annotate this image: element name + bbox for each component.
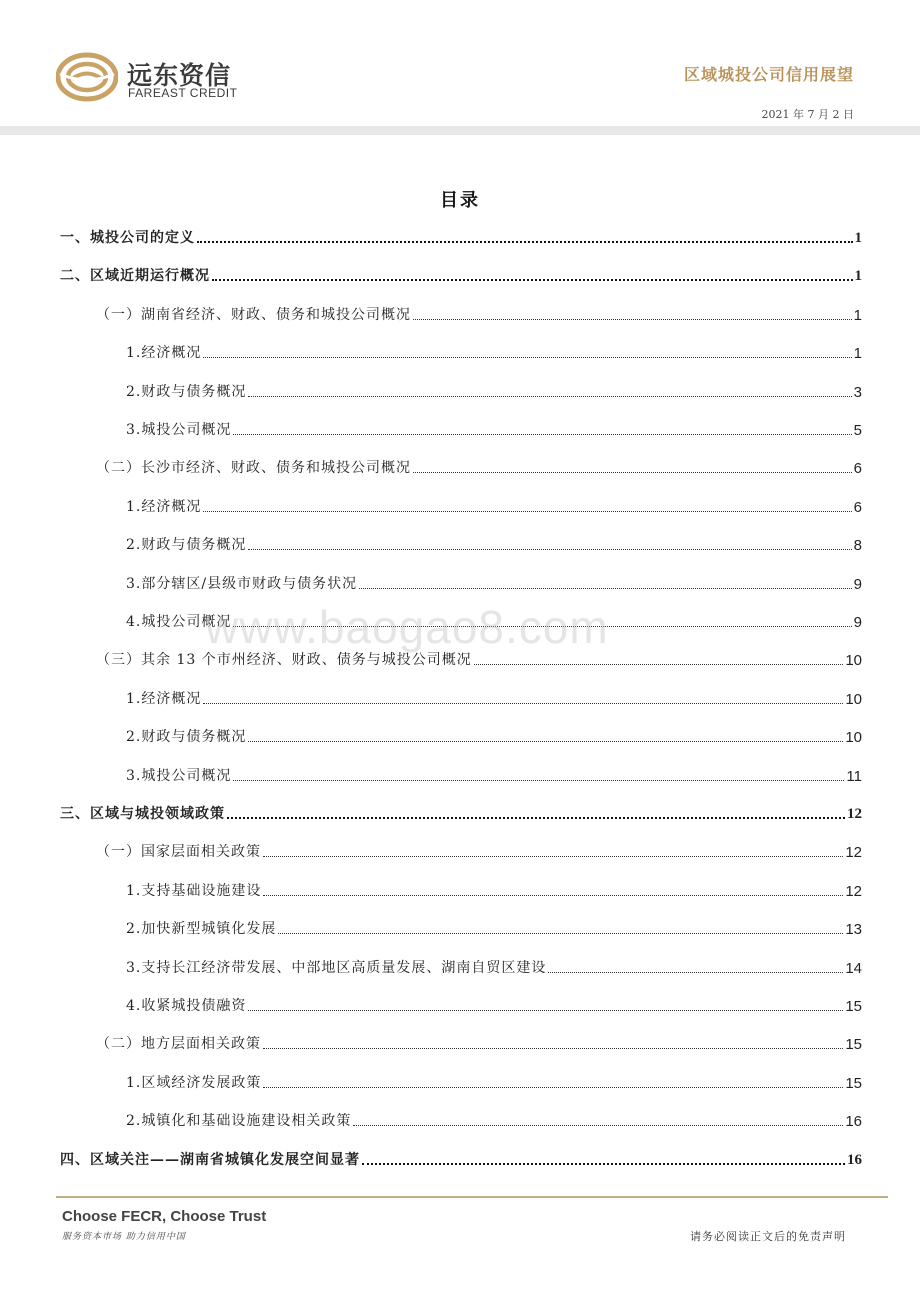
footer-divider — [56, 1196, 888, 1198]
toc-leader-dots — [359, 587, 852, 589]
brand-name-cn: 远东资信 — [127, 61, 232, 90]
toc-entry-title: 二、区域近期运行概况 — [60, 268, 210, 284]
toc-entry[interactable] — [126, 573, 862, 593]
toc-leader-dots — [212, 278, 853, 281]
fareast-logo-icon — [56, 52, 118, 102]
toc-entry-title: 2.财政与债务概况 — [126, 384, 247, 400]
toc-entry-title: 3.城投公司概况 — [126, 422, 232, 438]
toc-entry[interactable] — [96, 304, 862, 324]
toc-entry-page: 15 — [845, 998, 862, 1015]
toc-entry-page: 12 — [845, 844, 862, 861]
toc-entry[interactable] — [126, 534, 862, 554]
toc-leader-dots — [233, 433, 851, 435]
toc-entry-page: 12 — [845, 883, 862, 900]
toc-entry[interactable] — [96, 841, 862, 861]
toc-entry[interactable] — [126, 381, 862, 401]
toc-leader-dots — [248, 395, 851, 397]
toc-leader-dots — [362, 1162, 845, 1165]
toc-entry-page: 9 — [853, 576, 862, 593]
toc-leader-dots — [248, 548, 851, 550]
toc-entry[interactable] — [60, 803, 862, 823]
toc-entry-title: （一）国家层面相关政策 — [96, 844, 261, 860]
toc-entry[interactable] — [96, 1033, 862, 1053]
report-date: 2021 年 7 月 2 日 — [761, 108, 854, 121]
watermark: www.baogao8.com — [205, 601, 609, 653]
footer-disclaimer: 请务必阅读正文后的免责声明 — [690, 1230, 846, 1243]
toc-entry-title: （二）长沙市经济、财政、债务和城投公司概况 — [96, 460, 411, 476]
toc-leader-dots — [263, 1047, 843, 1049]
toc-entry[interactable] — [60, 1149, 862, 1169]
footer-slogan-cn: 服务资本市场 助力信用中国 — [62, 1232, 186, 1242]
toc-entry[interactable] — [96, 457, 862, 477]
toc-entry-page: 3 — [853, 384, 862, 401]
toc-entry-title: 四、区域关注——湖南省城镇化发展空间显著 — [60, 1152, 360, 1168]
toc-leader-dots — [263, 1086, 843, 1088]
toc-entry-title: 1.区域经济发展政策 — [126, 1075, 262, 1091]
toc-entry-page: 15 — [845, 1036, 862, 1053]
toc-entry-page: 10 — [845, 729, 862, 746]
toc-entry[interactable] — [126, 419, 862, 439]
toc-entry-title: 2.加快新型城镇化发展 — [126, 921, 277, 937]
toc-entry[interactable] — [126, 880, 862, 900]
toc-entry[interactable] — [126, 1072, 862, 1092]
toc-entry-title: （三）其余 13 个市州经济、财政、债务与城投公司概况 — [96, 652, 472, 668]
toc-leader-dots — [203, 510, 851, 512]
toc-entry-page: 16 — [845, 1113, 862, 1130]
toc-leader-dots — [474, 663, 844, 665]
toc-entry[interactable] — [126, 995, 862, 1015]
toc-entry-title: 1.经济概况 — [126, 691, 202, 707]
toc-entry-page: 1 — [853, 345, 862, 362]
toc-entry[interactable] — [126, 765, 862, 785]
brand-name-en: FAREAST CREDIT — [128, 86, 238, 100]
header-band — [0, 126, 920, 135]
toc-entry[interactable] — [126, 1110, 862, 1130]
toc-entry-page: 12 — [847, 806, 862, 822]
toc-leader-dots — [248, 740, 843, 742]
toc-leader-dots — [413, 318, 852, 320]
toc-entry-title: 3.支持长江经济带发展、中部地区高质量发展、湖南自贸区建设 — [126, 960, 547, 976]
toc-entry[interactable] — [126, 688, 862, 708]
toc-entry-page: 16 — [847, 1152, 862, 1168]
toc-entry-page: 10 — [845, 691, 862, 708]
toc-leader-dots — [263, 894, 843, 896]
toc-leader-dots — [203, 356, 851, 358]
toc-entry-page: 1 — [854, 230, 862, 246]
toc-entry[interactable] — [126, 726, 862, 746]
toc-entry-title: 2.城镇化和基础设施建设相关政策 — [126, 1113, 352, 1129]
toc-entry-title: 1.经济概况 — [126, 345, 202, 361]
toc-entry-title: 2.财政与债务概况 — [126, 729, 247, 745]
toc-leader-dots — [227, 816, 845, 819]
toc-entry-page: 10 — [845, 652, 862, 669]
toc-entry-title: 4.城投公司概况 — [126, 614, 232, 630]
toc-entry-title: 一、城投公司的定义 — [60, 230, 195, 246]
toc-entry-title: 3.部分辖区/县级市财政与债务状况 — [126, 576, 358, 592]
toc-entry-title: （一）湖南省经济、财政、债务和城投公司概况 — [96, 307, 411, 323]
toc-entry-page: 5 — [853, 422, 862, 439]
toc-entry[interactable] — [60, 227, 862, 247]
toc-entry-title: 2.财政与债务概况 — [126, 537, 247, 553]
report-title: 区域城投公司信用展望 — [683, 65, 854, 84]
toc-leader-dots — [233, 779, 844, 781]
toc-leader-dots — [203, 702, 843, 704]
toc-entry-page: 6 — [853, 460, 862, 477]
toc-entry-title: 4.收紧城投债融资 — [126, 998, 247, 1014]
page-header — [0, 0, 920, 135]
toc-entry-title: 1.支持基础设施建设 — [126, 883, 262, 899]
toc-entry-page: 1 — [854, 268, 862, 284]
toc-heading: 目录 — [440, 190, 480, 211]
toc-entry[interactable] — [126, 918, 862, 938]
toc-leader-dots — [353, 1124, 843, 1126]
toc-leader-dots — [197, 240, 853, 243]
toc-entry[interactable] — [126, 342, 862, 362]
toc-entry-page: 1 — [853, 307, 862, 324]
toc-leader-dots — [263, 855, 843, 857]
toc-entry[interactable] — [126, 957, 862, 977]
toc-entry-page: 8 — [853, 537, 862, 554]
toc-entry[interactable] — [60, 265, 862, 285]
toc-entry-page: 11 — [846, 768, 862, 785]
toc-leader-dots — [248, 1009, 843, 1011]
toc-entry[interactable] — [126, 496, 862, 516]
toc-entry-page: 13 — [845, 921, 862, 938]
toc-leader-dots — [413, 471, 852, 473]
toc-entry-page: 15 — [845, 1075, 862, 1092]
toc-entry-page: 6 — [853, 499, 862, 516]
footer-slogan-en: Choose FECR, Choose Trust — [62, 1208, 267, 1225]
toc-entry-page: 14 — [845, 960, 862, 977]
toc-leader-dots — [548, 971, 843, 973]
toc-entry-title: （二）地方层面相关政策 — [96, 1036, 261, 1052]
toc-entry-page: 9 — [853, 614, 862, 631]
toc-entry-title: 3.城投公司概况 — [126, 768, 232, 784]
toc-leader-dots — [278, 932, 843, 934]
toc-entry-title: 三、区域与城投领域政策 — [60, 806, 225, 822]
toc-entry-title: 1.经济概况 — [126, 499, 202, 515]
